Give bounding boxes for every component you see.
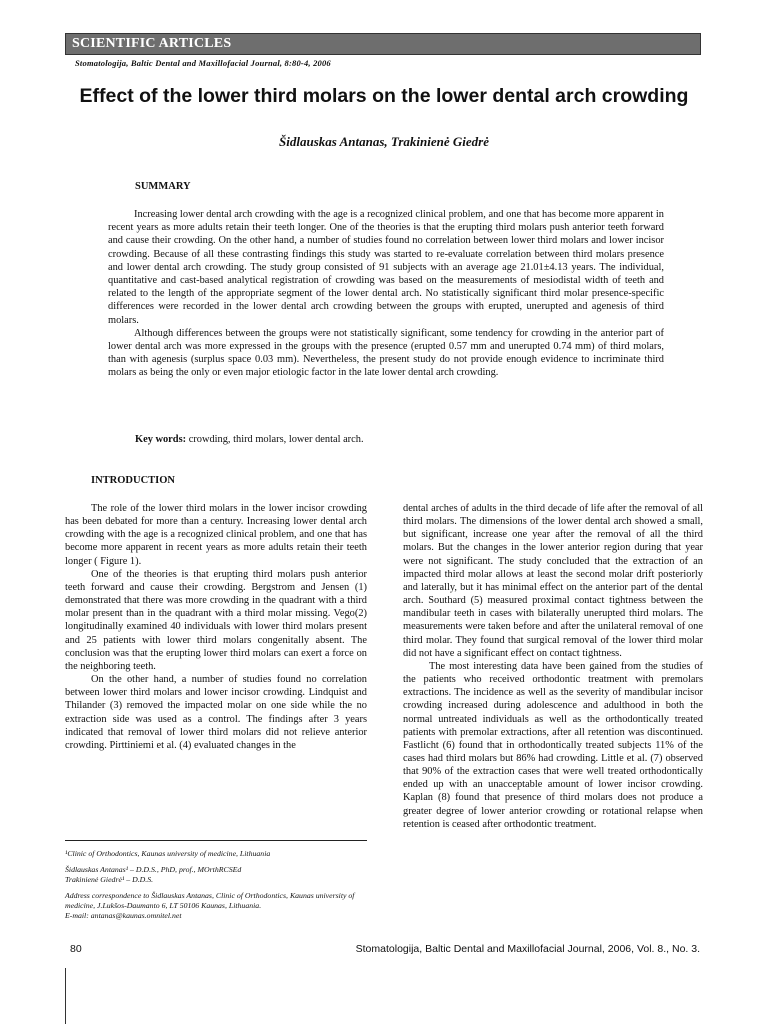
page-number: 80 [70, 943, 82, 955]
section-label: SCIENTIFIC ARTICLES [72, 36, 232, 51]
right-column [403, 502, 703, 831]
section-header [65, 33, 701, 55]
page-margin-rule [65, 968, 66, 1024]
abstract-paragraph: Although differences between the groups were not statistically significant, some tendency for crowding in the anterior part of lower dental arch was more expressed in the groups with the presence (erupted 0.57 mm and unerupted 0.74 mm) of third molars, than with agenesis (surplus space 0.03 mm). Nevertheless, the present study do not provide enough evidence to incriminate third molars as being the only or even major etiologic factor in the late lower dental arch crowding. [108, 327, 664, 379]
body-paragraph: The role of the lower third molars in the lower incisor crowding has been debated for more than a century. Increasing lower dental arch crowding with the age is a recognized clinical problem, and one that has become more apparent in recent years as more adults retain their teeth longer ( Figure 1). [65, 503, 367, 567]
introduction-heading: INTRODUCTION [91, 475, 176, 486]
summary-heading: SUMMARY [135, 181, 191, 192]
article-authors: Šidlauskas Antanas, Trakinienė Giedrė [279, 134, 489, 149]
abstract-paragraph: Increasing lower dental arch crowding with the age is a recognized clinical problem, and one that has become more apparent in recent years as more adults retain their teeth longer. One of the theories is that the erupting third molars push anterior teeth forward and cause their crowding. On the other hand, a number of studies found no correlation between lower third molars and lower incisor crowding. Because of all these contrasting findings this study was started to re-evaluate correlation between third molars presence and lower dental arch crowding. The study group consisted of 91 subjects with an average age 21.01±4.13 years. The individual, quantitative and cast-based analytical registration of crowding was based on the measurements of mesiodistal width of teeth and related to the length of the appropriate segment of the lower dental arch. No statistically significant third molar presence-specific differences were recorded in the lower dental arch crowding between the groups with erupted, unerupted and agenesis of third molars. [108, 209, 664, 326]
body-paragraph: The most interesting data have been gained from the studies of the patients who received orthodontic treatment with premolars extractions. The incidence as well as the severity of mandibular incisor crowding increased during adolescence and adulthood in both the normal untreated individuals as well as the orthodontically treated patients with premolar extractions, after all retention was discontinued. Fastlicht (6) found that in orthodontically treated subjects 11% of the cases had third molars but 86% had crowding. Little et al. (7) observed that 90% of the extraction cases that were well treated orthodontically ended up with an unacceptable amount of lower incisor crowding. Kaplan (8) found that presence of third molars does not produce a greater degree of lower anterior crowding or rotational relapse when retention is ceased after orthodontic treatment. [403, 660, 703, 830]
footnotes [65, 849, 367, 927]
footnote-affiliation: ¹Clinic of Orthodontics, Kaunas university of medicine, Lithuania [65, 849, 271, 858]
body-paragraph: dental arches of adults in the third decade of life after the removal of all third molars. The dimensions of the lower dental arch showed a small, but significant, increase one year after the removal of all the third molars. But the changes in the lower anterior region during that year were not significant. The study concluded that the extraction of an impacted third molar allows at least the second molar drift posteriorly and laterally, but it has minimal effect on the anterior part of the dental arch. Southard (5) measured proximal contact tightness between the mandibular teeth in cases with bilaterally unerupted third molars. The measurements were taken before and after the unilateral removal of one third molar. They found that surgical removal of the lower third molar did not have a significant effect on contact tightness. [403, 503, 703, 659]
keywords [135, 434, 364, 445]
keywords-label: Key words: [135, 434, 187, 445]
body-paragraph: One of the theories is that erupting third molars push anterior teeth forward and cause their crowding. Bergstrom and Jensen (1) demonstrated that there was more crowding in the quadrant with a third molar present than in the quadrant with a third molar missing. Vego(2) longitudinally examined 40 individuals with lower third molars present and 25 patients with lower third molars congenitally absent. The conclusion was that the erupting lower third molars can exert a force on the neighboring teeth. [65, 568, 367, 672]
article-title: Effect of the lower third molars on the lower dental arch crowding [79, 85, 689, 107]
footnote-correspondence: Address correspondence to Šidlauskas Antanas, Clinic of Orthodontics, Kaunas university of medicine, J.Lukšos-Daumanto 6, LT 50106 Kaunas, Lithuania. E-mail: antanas@kaunas.omnitel.net [65, 891, 355, 920]
left-column [65, 502, 367, 752]
footer-citation: Stomatologija, Baltic Dental and Maxillofacial Journal, 2006, Vol. 8., No. 3. [355, 943, 700, 955]
keywords-list: crowding, third molars, lower dental arch. [186, 434, 364, 445]
body-paragraph: On the other hand, a number of studies found no correlation between lower third molars and lower incisor crowding. Lindquist and Thilander (3) removed the impacted molar on one side while the no extraction side was used as a control. The findings after 3 years indicated that removal of lower third molars did not relieve anterior crowding. Pirttiniemi et al. (4) evaluated changes in the [65, 674, 367, 751]
journal-reference: Stomatologija, Baltic Dental and Maxillofacial Journal, 8:80-4, 2006 [75, 58, 331, 68]
abstract [108, 208, 664, 380]
footnote-authors: Šidlauskas Antanas¹ – D.D.S., PhD, prof., MOrthRCSEd Trakinienė Giedrė¹ – D.D.S. [65, 865, 242, 884]
footnote-divider [65, 840, 367, 841]
